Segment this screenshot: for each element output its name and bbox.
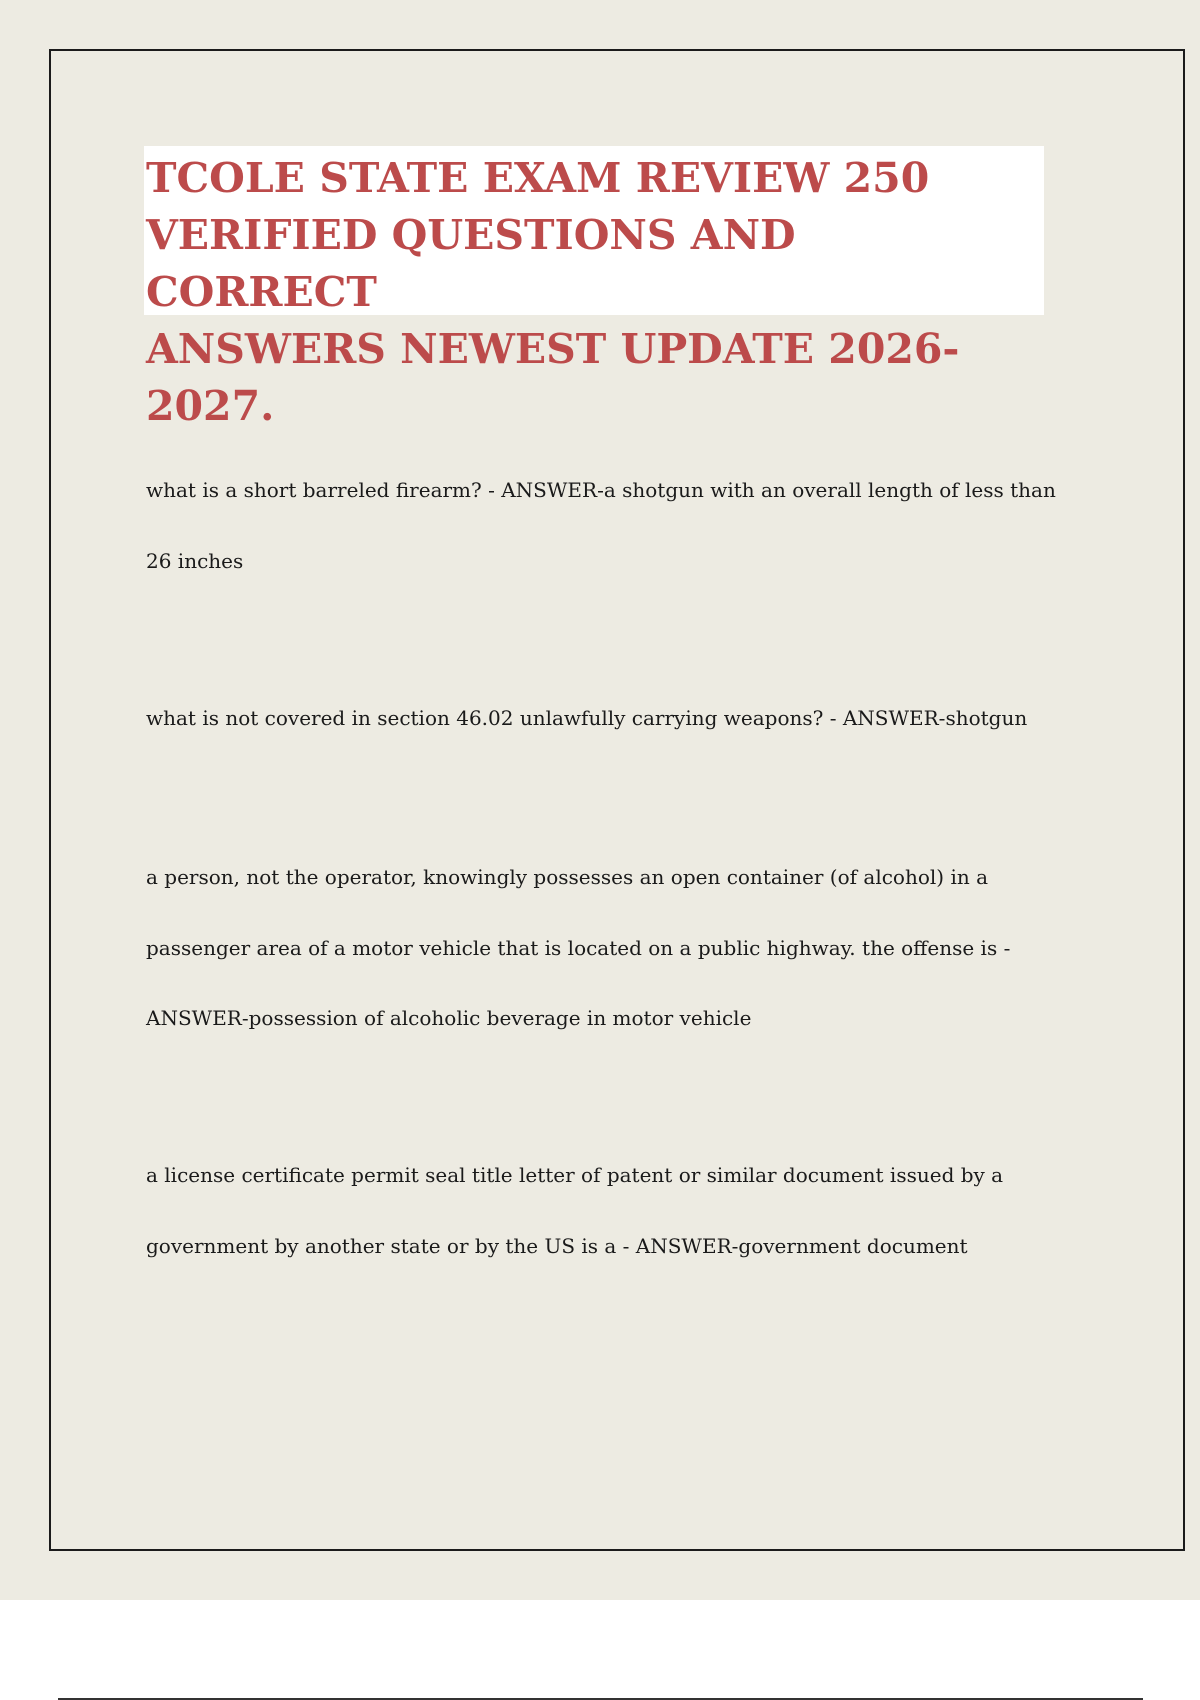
- qa-item-2: what is not covered in section 46.02 unlawfully carrying weapons? - ANSWER-shotgun: [146, 706, 1028, 730]
- document-title: TCOLE STATE EXAM REVIEW 250 VERIFIED QUESTIONS AND CORRECT ANSWERS NEWEST UPDATE 2026-2027.: [146, 154, 960, 430]
- qa-item-1: what is a short barreled firearm? - ANSWER-a shotgun with an overall length of less than 26 inches: [146, 478, 1056, 573]
- qa-item-4: a license certificate permit seal title letter of patent or similar document issued by a government by another state or by the US is a - ANSWER-government document: [146, 1163, 1004, 1258]
- qa-item-3: a person, not the operator, knowingly possesses an open container (of alcohol) in a passenger area of a motor vehicle that is located on a public highway. the offense is - ANSWER-possession of alcoholic beverage in motor vehicle: [146, 865, 1011, 1030]
